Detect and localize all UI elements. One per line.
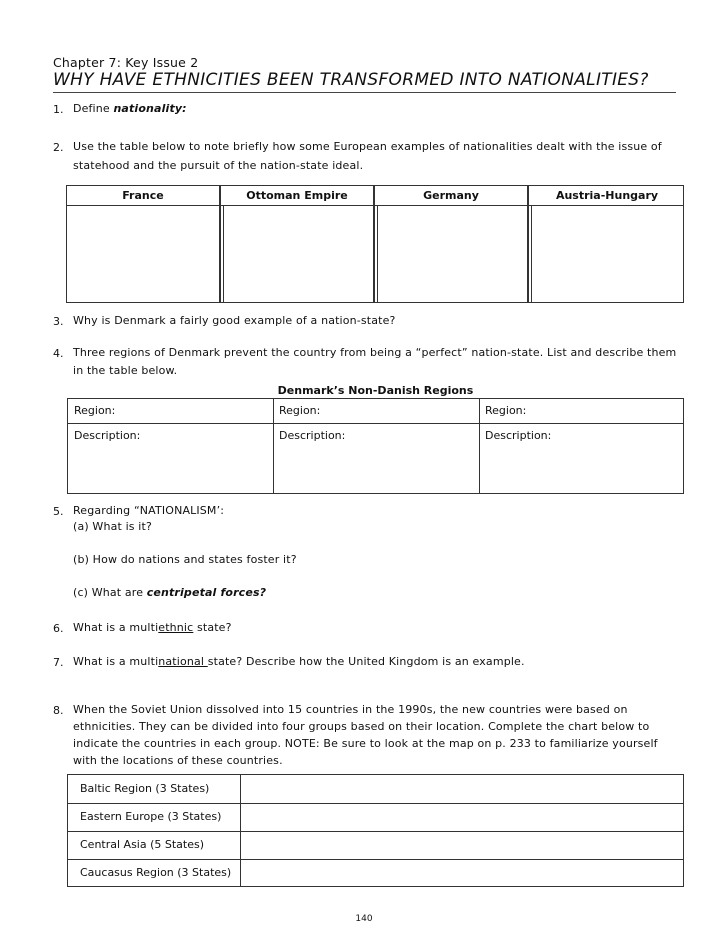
question-1-number: 1. (53, 103, 64, 116)
page-title: WHY HAVE ETHNICITIES BEEN TRANSFORMED INTO NATIONALITIES? (53, 70, 676, 93)
answer-cell-ottoman-empire[interactable] (224, 206, 373, 302)
description-label-2: Description: (279, 429, 346, 442)
question-5c (73, 586, 266, 599)
question-4-line-1: Three regions of Denmark prevent the country from being a “perfect” nation-state. List and describe them (73, 346, 677, 359)
question-4-line-2: in the table below. (73, 364, 178, 377)
table-header-germany: Germany (423, 189, 479, 202)
question-2-line-2: statehood and the pursuit of the nation-state ideal. (73, 159, 364, 172)
question-6-underlined: ethnic (158, 621, 194, 634)
question-1-text: Define (73, 102, 114, 115)
question-8-number: 8. (53, 704, 64, 717)
question-1-term: nationality: (113, 102, 187, 115)
column-divider (527, 186, 529, 302)
table-header-france: France (122, 189, 164, 202)
table-header-austria-hungary: Austria-Hungary (555, 189, 659, 202)
question-7 (73, 653, 525, 671)
column-divider (373, 186, 375, 302)
region-label-2: Region: (279, 404, 321, 417)
question-8-line-2: ethnicities. They can be divided into four groups based on their location. Complete the chart below to (73, 720, 650, 733)
column-divider (219, 186, 221, 302)
question-5b: (b) How do nations and states foster it? (73, 553, 297, 566)
denmark-table-caption: Denmark’s Non-Danish Regions (277, 384, 474, 397)
question-6 (73, 619, 232, 637)
question-7-text-end: state? Describe how the United Kingdom is an example. (207, 655, 525, 668)
table-header-ottoman-empire: Ottoman Empire (246, 189, 348, 202)
question-7-number: 7. (53, 656, 64, 669)
question-3: Why is Denmark a fairly good example of a nation-state? (73, 314, 396, 327)
soviet-regions-table (67, 774, 684, 887)
question-8-line-1: When the Soviet Union dissolved into 15 countries in the 1990s, the new countries were based on (73, 703, 628, 716)
row-label-baltic: Baltic Region (3 States) (80, 782, 210, 795)
denmark-regions-table (67, 398, 684, 494)
question-7-text: What is a multi (73, 655, 159, 668)
page-number: 140 (355, 914, 373, 924)
question-2-line-1: Use the table below to note briefly how some European examples of nationalities dealt with the issue of (73, 140, 662, 153)
answer-cell-caucasus[interactable] (242, 860, 683, 886)
question-5: Regarding “NATIONALISM’: (73, 504, 225, 517)
question-6-number: 6. (53, 622, 64, 635)
question-3-number: 3. (53, 315, 64, 328)
column-divider (479, 399, 480, 493)
question-1 (73, 100, 187, 118)
question-7-underlined: national (158, 655, 208, 668)
column-divider (273, 399, 274, 493)
question-4-number: 4. (53, 347, 64, 360)
question-5a: (a) What is it? (73, 520, 152, 533)
european-nationalities-table (66, 185, 684, 303)
answer-cell-germany[interactable] (378, 206, 527, 302)
answer-cell-austria-hungary[interactable] (532, 206, 683, 302)
row-label-central-asia: Central Asia (5 States) (80, 838, 205, 851)
region-label-3: Region: (485, 404, 527, 417)
row-divider (68, 423, 683, 424)
answer-cell-central-asia[interactable] (242, 832, 683, 859)
question-5c-text: (c) What are (73, 586, 147, 599)
question-8-line-4: with the locations of these countries. (73, 754, 283, 767)
question-5-number: 5. (53, 505, 64, 518)
question-5c-term: centripetal forces? (146, 586, 267, 599)
answer-cell-eastern-europe[interactable] (242, 804, 683, 831)
description-label-1: Description: (74, 429, 141, 442)
row-label-eastern-europe: Eastern Europe (3 States) (80, 810, 222, 823)
question-6-text: What is a multi (73, 621, 159, 634)
question-6-text-end: state? (193, 621, 232, 634)
region-label-1: Region: (74, 404, 116, 417)
question-2-number: 2. (53, 141, 64, 154)
description-label-3: Description: (485, 429, 552, 442)
question-8-line-3: indicate the countries in each group. NOTE: Be sure to look at the map on p. 233 to familiarize yourself (73, 737, 658, 750)
chapter-heading: Chapter 7: Key Issue 2 (53, 55, 199, 70)
answer-cell-france[interactable] (67, 206, 219, 302)
row-label-caucasus: Caucasus Region (3 States) (80, 866, 232, 879)
answer-cell-baltic[interactable] (242, 775, 683, 803)
